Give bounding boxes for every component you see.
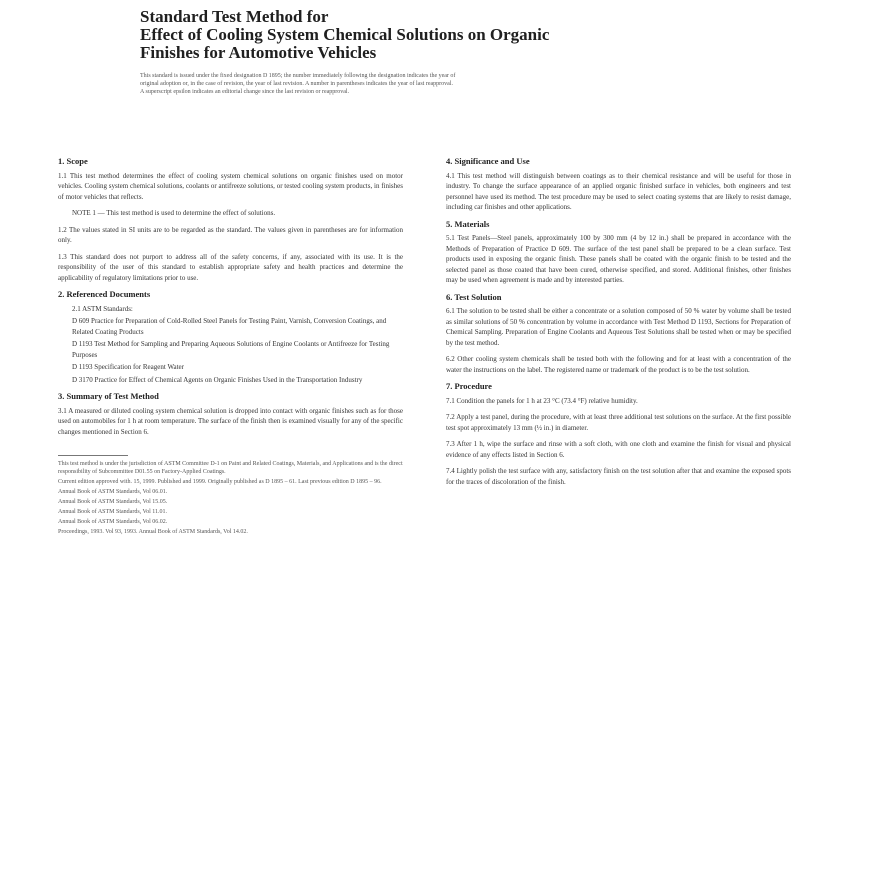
test-solution-paragraph-2: 6.2 Other cooling system chemicals shall be tested both with the following and for at least with a concentration of the water the instructions on the label. The registered name or trademark of the product is to be the test solution. [446,355,791,374]
referenced-documents-list [58,304,403,386]
referenced-document-item: 2.1 ASTM Standards: [72,304,133,313]
materials-paragraph: 5.1 Test Panels—Steel panels, approximately 100 by 300 mm (4 by 12 in.) shall be prepared in accordance with the Methods of Preparation of Practice D 609. The surface of the test panel shall be prepared to be a clean surface. Test products used in exposing the organic finish. These panels shall be coated with the organic finish to be tested and the selected panel as those coated that have been cured, otherwise specified, and stored. Additional finishes, other finishes may be used when agreement is made and by interested parties. [446,234,791,284]
right-column [446,150,791,493]
procedure-paragraph-3: 7.3 After 1 h, wipe the surface and rinse with a soft cloth, with one cloth and examine the finish for visual and physical evidence of any effects listed in Section 6. [446,440,791,459]
footnote: Current edition approved with. 15, 1999. Published and 1999. Originally published as D 1895 – 61. Last previous edition D 1895 – 96. [58,479,382,485]
footnote-rule [58,455,128,456]
document-header [140,8,740,96]
section-heading-procedure: 7. Procedure [446,381,492,391]
referenced-document-item: D 609 Practice for Preparation of Cold-Rolled Steel Panels for Testing Paint, Varnish, Conversion Coatings, and Related Coating Products [72,317,387,336]
referenced-document-item: D 3170 Practice for Effect of Chemical Agents on Organic Finishes Used in the Transportation Industry [72,375,363,384]
section-heading-referenced-documents: 2. Referenced Documents [58,289,151,299]
footnote: Annual Book of ASTM Standards, Vol 06.01. [58,489,168,495]
section-heading-materials: 5. Materials [446,218,490,229]
footnote: Annual Book of ASTM Standards, Vol 11.01. [58,509,168,515]
section-heading-test-solution: 6. Test Solution [446,291,502,302]
section-heading-summary: 3. Summary of Test Method [58,391,159,401]
document-title [140,8,740,62]
summary-paragraph: 3.1 A measured or diluted cooling system chemical solution is dropped into contact with organic finishes such as for those used on automobiles for 1 h at room temperature. The surface of the finish then is examined visually for any of the specific changes mentioned in Section 6. [58,406,403,436]
issue-notice-line: This standard is issued under the fixed designation D 1895; the number immediately following the designation indicates the year of [140,73,456,79]
procedure-paragraph-2: 7.2 Apply a test panel, during the procedure, with at least three additional test solutions on the surface. At the first possible test spot approximately 13 mm (½ in.) in diameter. [446,413,791,432]
procedure-paragraph-4: 7.4 Lightly polish the test surface with any, satisfactory finish on the test solution after that and examine the exposed spots for the traces of discoloration of the finish. [446,467,791,486]
scope-note: NOTE 1 — This test method is used to determine the effect of solutions. [72,209,276,217]
scope-paragraph-1: 1.1 This test method determines the effect of cooling system chemical solutions on organic finishes used on motor vehicles. Cooling system chemical solutions, coolants or antifreeze solutions, or tested cooling system products, in finishes of motor vehicles that reflects. [58,171,403,201]
issue-notice [140,72,700,96]
referenced-document-item: D 1193 Specification for Reagent Water [72,363,184,371]
footnote: This test method is under the jurisdiction of ASTM Committee D-1 on Paint and Related Coatings, Materials, and Applications and is the direct responsibility of Subcommittee D01.55 on Factory-Applied Coatings. [58,461,403,475]
footnote: Proceedings, 1993. Vol 93, 1993. Annual Book of ASTM Standards, Vol 14.02. [58,529,248,535]
title-line: Effect of Cooling System Chemical Solutions on Organic [140,25,550,44]
issue-notice-line: original adoption or, in the case of revision, the year of last revision. A number in parentheses indicates the year of last reapproval. [140,81,453,87]
section-heading-scope: 1. Scope [58,156,88,166]
title-line: Finishes for Automotive Vehicles [140,43,377,62]
section-heading-significance: 4. Significance and Use [446,156,530,166]
issue-notice-line: A superscript epsilon indicates an editorial change since the last revision or reapproval. [140,89,350,95]
test-solution-paragraph-1: 6.1 The solution to be tested shall be either a concentrate or a solution composed of 50 % water by volume shall be tested as similar solutions of 50 % concentration by volume in accordance with Test Method D 1193, Sections for Preparation of Chemical Sampling. Preparation of Engine Coolants and Aqueous Test Solutions shall be tested when or may be specified by the test method. [446,307,791,347]
referenced-document-item: D 1193 Test Method for Sampling and Preparing Aqueous Solutions of Engine Coolants or Antifreeze for Testing Purposes [72,340,390,359]
scope-paragraph-2: 1.2 The values stated in SI units are to be regarded as the standard. The values given in parentheses are for information only. [58,225,403,244]
title-line: Standard Test Method for [140,7,329,26]
procedure-paragraph-1: 7.1 Condition the panels for 1 h at 23 °C (73.4 °F) relative humidity. [446,396,638,405]
left-column [58,150,403,538]
significance-paragraph: 4.1 This test method will distinguish between coatings as to their chemical resistance and will be useful for those in industry. To change the surface appearance of an applied organic finished surface in vehicles, both engineers and test personnel have used its method. The test procedure may be used to select coating systems that are likely to resist damage, including car finishes and other applications. [446,171,791,211]
footnote: Annual Book of ASTM Standards, Vol 15.05. [58,499,168,505]
scope-paragraph-3: 1.3 This standard does not purport to address all of the safety concerns, if any, associated with its use. It is the responsibility of the user of this standard to establish appropriate safety and health practices and determine the applicability of regulatory limitations prior to use. [58,252,403,282]
footnote: Annual Book of ASTM Standards, Vol 06.02. [58,519,168,525]
